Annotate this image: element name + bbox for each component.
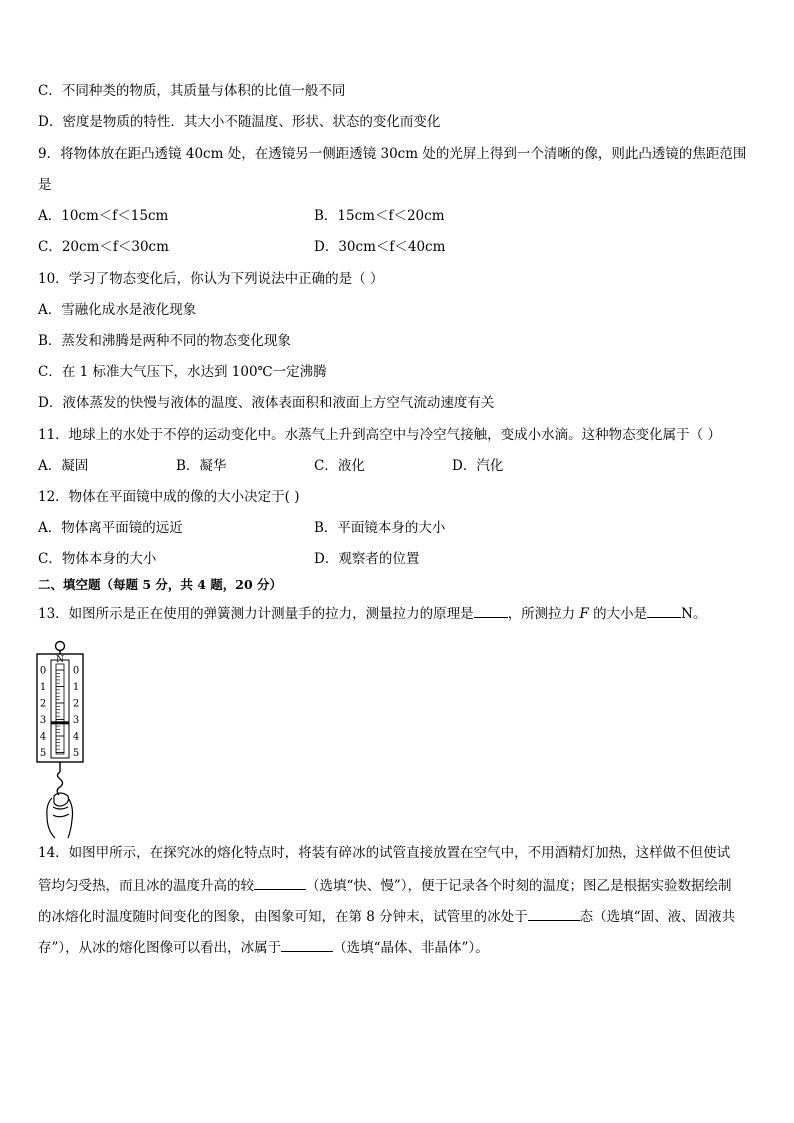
scale-label-left: 4 [39, 731, 47, 743]
scale-label-right: 5 [72, 748, 80, 759]
q9-option-a: A．10cm＜f＜15cm [38, 208, 169, 224]
q13-stem-part3: 的大小是 [588, 606, 648, 622]
q13-stem [38, 603, 706, 623]
q13-blank-principle[interactable] [474, 603, 508, 618]
q14-line3-part2: 态（选填“固、液、固液共 [579, 909, 736, 925]
q14-blank-crystal[interactable] [281, 937, 333, 952]
q14-blank-speed[interactable] [254, 875, 306, 890]
q11-option-d: D．汽化 [452, 458, 504, 474]
section-heading: 二、填空题（每题 5 分，共 4 题，20 分） [38, 577, 283, 592]
q9-option-d: D．30cm＜f＜40cm [314, 239, 446, 255]
scale-label-right: 2 [72, 698, 80, 710]
q12-stem: 12．物体在平面镜中成的像的大小决定于( ) [38, 489, 300, 505]
q11-option-c: C．液化 [314, 458, 365, 474]
q8-option-d: D．密度是物质的特性．其大小不随温度、形状、状态的变化而变化 [38, 114, 441, 130]
q13-stem-part1: 13．如图所示是正在使用的弹簧测力计测量手的拉力，测量拉力的原理是 [38, 606, 474, 622]
q14-line4-part1: 存”），从冰的熔化图像可以看出，冰属于 [38, 940, 282, 956]
q12-option-a: A．物体离平面镜的远近 [38, 520, 183, 536]
q14-line4-part2: （选填“晶体、非晶体”）。 [333, 940, 489, 956]
q9-stem-line2: 是 [38, 177, 52, 193]
q8-option-c: C．不同种类的物质，其质量与体积的比值一般不同 [38, 83, 346, 99]
q14-line3-part1: 的冰熔化时温度随时间变化的图象，由图象可知，在第 8 分钟末，试管里的冰处于 [38, 909, 528, 925]
q12-option-c: C．物体本身的大小 [38, 551, 157, 567]
q9-option-c: C．20cm＜f＜30cm [38, 239, 169, 255]
q14-line2-part2: （选填“快、慢”），便于记录各个时刻的温度；图乙是根据实验数据绘制 [306, 878, 732, 894]
scale-label-right: 4 [72, 731, 80, 743]
q14-line4 [38, 937, 489, 957]
q10-stem: 10．学习了物态变化后，你认为下列说法中正确的是（ ） [38, 271, 384, 287]
q10-option-a: A．雪融化成水是液化现象 [38, 302, 197, 318]
q14-line2-part1: 管均匀受热，而且冰的温度升高的较 [38, 878, 254, 894]
scale-label-right: 3 [72, 715, 80, 726]
q13-force-symbol: F [579, 606, 589, 622]
q12-option-b: B．平面镜本身的大小 [314, 520, 446, 536]
q13-blank-force[interactable] [647, 603, 681, 618]
hanging-ring [56, 642, 65, 651]
q9-option-b: B．15cm＜f＜20cm [314, 208, 445, 224]
q13-stem-part4: N。 [681, 606, 707, 622]
q14-line2 [38, 875, 732, 895]
q13-stem-part2: ，所测拉力 [507, 606, 580, 622]
q14-line1: 14．如图甲所示，在探究冰的熔化特点时，将装有碎冰的试管直接放置在空气中，不用酒精灯加热，这样做不但使试 [38, 845, 731, 861]
q11-stem: 11．地球上的水处于不停的运动变化中。水蒸气上升到高空中与冷空气接触，变成小水滴。这种物态变化属于（ ） [38, 427, 721, 443]
scale-pointer [51, 721, 69, 724]
q14-blank-state[interactable] [528, 906, 580, 921]
scale-label-right: 0 [72, 665, 80, 677]
scale-label-left: 5 [39, 748, 47, 759]
q10-option-d: D．液体蒸发的快慢与液体的温度、液体表面积和液面上方空气流动速度有关 [38, 395, 495, 411]
scale-label-left: 0 [39, 665, 47, 677]
scale-label-left: 3 [39, 715, 47, 726]
q14-line3 [38, 906, 735, 926]
scale-unit: N [56, 655, 64, 665]
q11-option-a: A．凝固 [38, 458, 89, 474]
q12-option-d: D．观察者的位置 [314, 551, 420, 567]
spring-scale-figure [34, 640, 86, 840]
q9-stem-line1: 9．将物体放在距凸透镜 40cm 处，在透镜另一侧距透镜 30cm 处的光屏上得到一个清晰的像，则此凸透镜的焦距范围 [38, 146, 747, 162]
q11-option-b: B．凝华 [176, 458, 227, 474]
scale-hook [57, 772, 62, 795]
scale-label-left: 1 [39, 682, 47, 693]
scale-label-right: 1 [72, 682, 80, 693]
hand-drawing [47, 793, 73, 838]
q10-option-c: C．在 1 标准大气压下，水达到 100℃一定沸腾 [38, 364, 327, 380]
q10-option-b: B．蒸发和沸腾是两种不同的物态变化现象 [38, 333, 291, 349]
scale-label-left: 2 [39, 698, 47, 710]
